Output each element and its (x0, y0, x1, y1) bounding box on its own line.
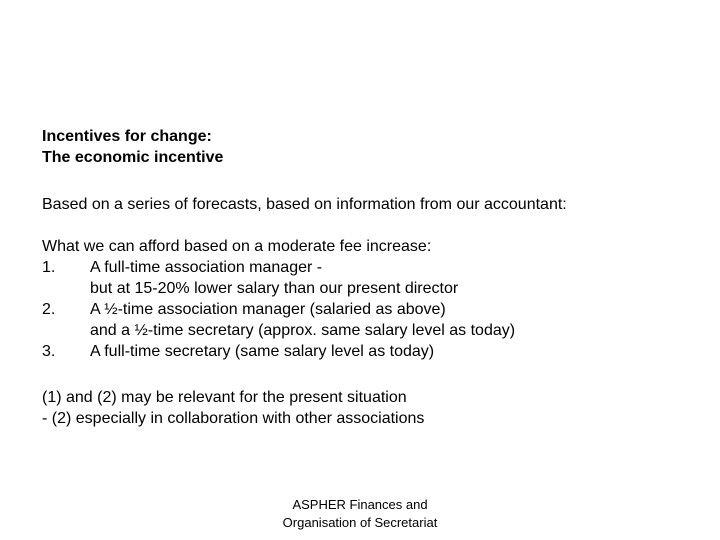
options-list (42, 257, 515, 362)
notes-line-1: (1) and (2) may be relevant for the present situation (42, 389, 407, 406)
list-item (42, 299, 515, 341)
list-item-number: 3. (42, 343, 56, 360)
heading-line-1: Incentives for change: (42, 128, 212, 145)
list-item-line: A full-time association manager - (90, 259, 323, 276)
notes (42, 387, 424, 429)
heading-line-2: The economic incentive (42, 149, 224, 166)
list-item-number: 2. (42, 301, 56, 318)
list-item-line: but at 15-20% lower salary than our present director (90, 280, 459, 297)
list-item-number: 1. (42, 259, 56, 276)
slide-heading (42, 126, 223, 168)
options-lead-text: What we can afford based on a moderate fee increase: (42, 238, 432, 255)
slide-footer (240, 496, 480, 532)
list-item-line: and a ½-time secretary (approx. same salary level as today) (90, 322, 516, 339)
notes-line-2: - (2) especially in collaboration with other associations (42, 410, 425, 427)
footer-line-1: ASPHER Finances and (292, 497, 428, 512)
footer-line-2: Organisation of Secretariat (282, 515, 438, 530)
intro-text: Based on a series of forecasts, based on information from our accountant: (42, 196, 567, 213)
list-item-line: A ½-time association manager (salaried as above) (90, 301, 446, 318)
list-item (42, 257, 515, 299)
list-item (42, 341, 515, 362)
list-item-line: A full-time secretary (same salary level as today) (90, 343, 435, 360)
